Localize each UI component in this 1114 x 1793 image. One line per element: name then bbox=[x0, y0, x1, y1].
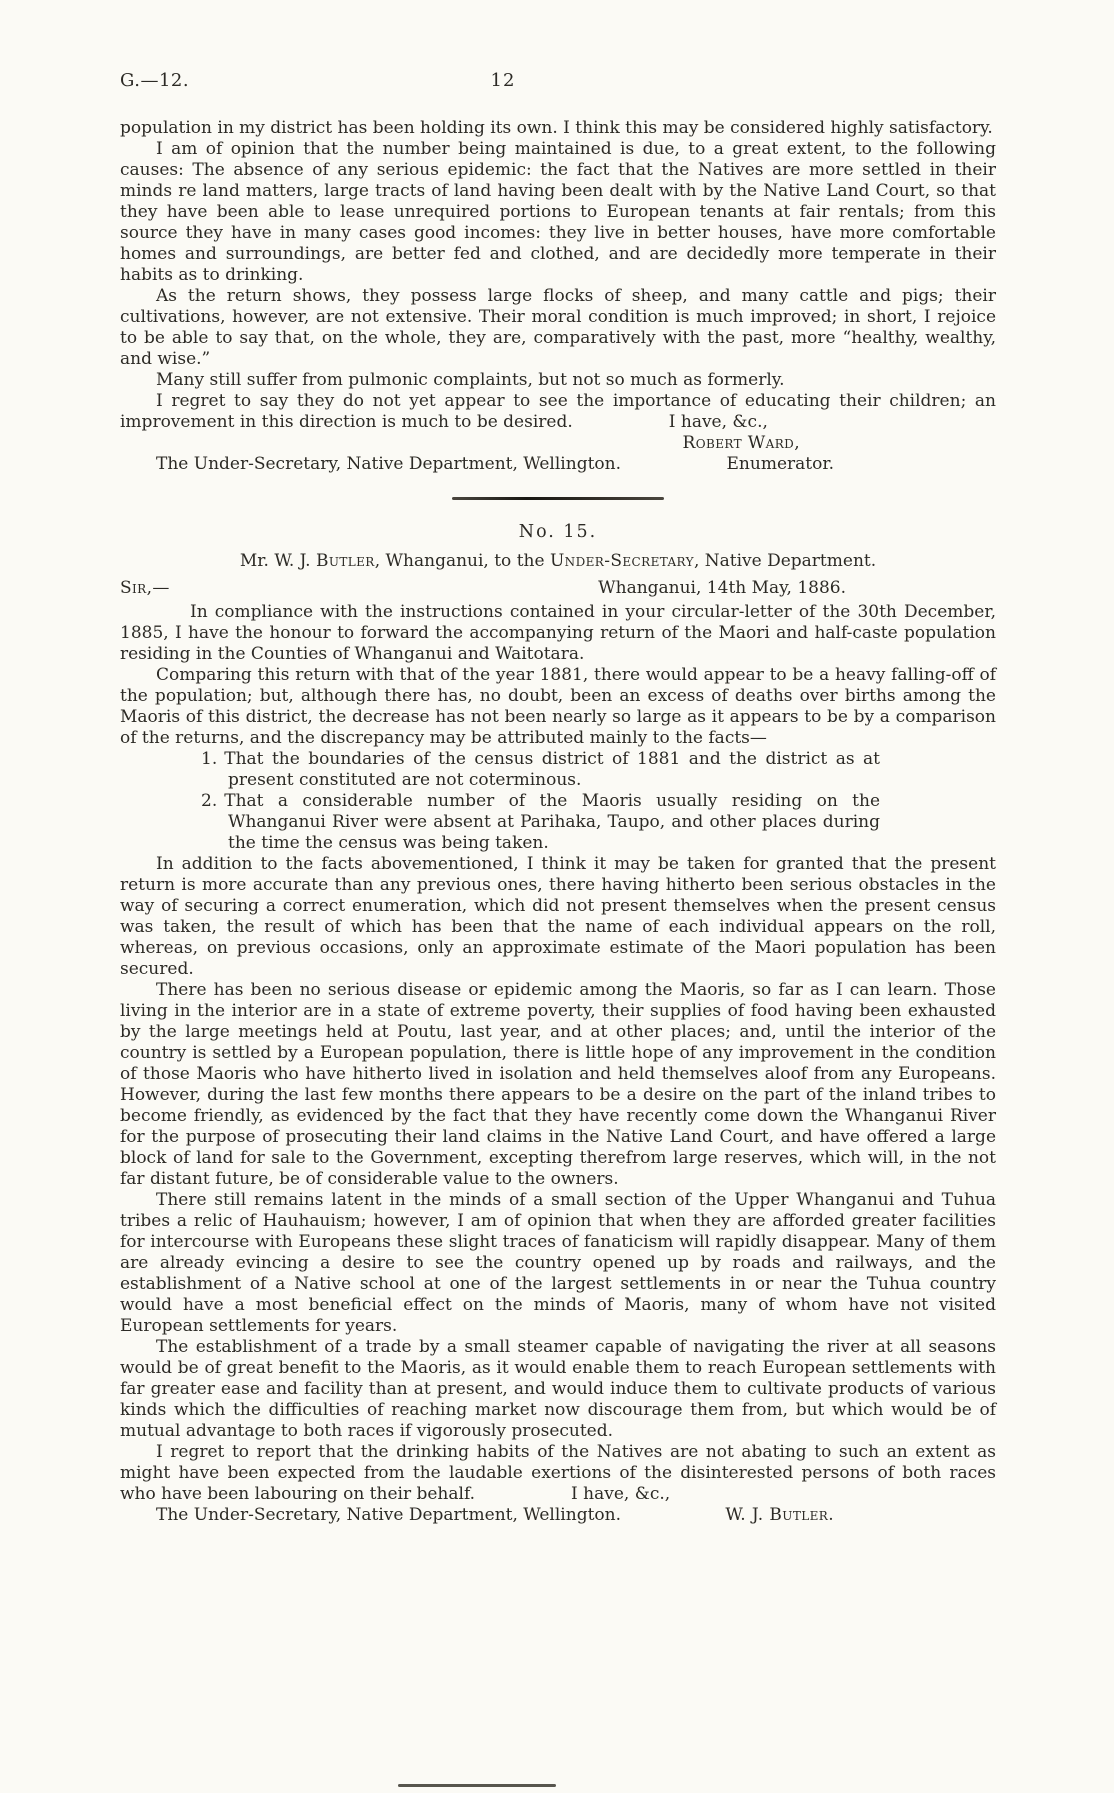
heading-mid: , Whanganui, to the bbox=[374, 551, 550, 571]
salutation: Sir,— bbox=[120, 578, 170, 598]
letter-heading bbox=[120, 550, 996, 573]
paragraph: Comparing this return with that of the year 1881, there would appear to be a heavy falling-off of the population; but, although there has, no doubt, been an excess of deaths over births among the Maoris of this district, the decrease has not been nearly so large as it appears to be by a comparison of the returns, and the discrepancy may be attributed mainly to the facts— bbox=[120, 665, 996, 748]
letter-ward bbox=[120, 118, 996, 475]
scan-artifact-line bbox=[398, 1784, 556, 1787]
page-header bbox=[120, 70, 996, 94]
addressee: The Under-Secretary, Native Department, Wellington. bbox=[156, 1505, 621, 1525]
paragraph: In compliance with the instructions contained in your circular-letter of the 30th December, 1885, I have the honour to forward the accompanying return of the Maori and half-caste population residing in the Counties of Whanganui and Waitotara. bbox=[120, 602, 996, 664]
signature-name: W. J. Butler. bbox=[725, 1505, 834, 1525]
valediction: I have, &c., bbox=[668, 412, 768, 432]
closing-row bbox=[120, 454, 996, 475]
paragraph-text: I regret to say they do not yet appear to see the importance of educating their children; an improvement in this direction is much to be desired. bbox=[120, 391, 996, 432]
paragraph-with-valediction bbox=[120, 391, 996, 433]
list-item-text: That the boundaries of the census district of 1881 and the district as at present constituted are not coterminous. bbox=[224, 749, 880, 790]
list-item bbox=[201, 749, 880, 791]
list-item-text: That a considerable number of the Maoris usually residing on the Whanganui River were absent at Parihaka, Taupo, and other places during the time the census was being taken. bbox=[224, 791, 880, 853]
paragraph: There has been no serious disease or epidemic among the Maoris, so far as I can learn. Those living in the interior are in a state of extreme poverty, their supplies of food having been exhausted by the large meetings held at Poutu, last year, and at other places; and, until the interior of the country is settled by a European population, there is little hope of any improvement in the condition of those Maoris who have hitherto lived in isolation and held themselves aloof from any Europeans. However, during the last few months there appears to be a desire on the part of the inland tribes to become friendly, as evidenced by the fact that they have recently come down the Whanganui River for the purpose of prosecuting their land claims in the Native Land Court, and have offered a large block of land for sale to the Government, excepting therefrom large reserves, which will, in the not far distant future, be of considerable value to the owners. bbox=[120, 980, 996, 1189]
paragraph: The establishment of a trade by a small steamer capable of navigating the river at all seasons would be of great benefit to the Maoris, as it would enable them to reach European settlements with far greater ease and facility than at present, and would induce them to cultivate products of various kinds which the difficulties of reaching market now discourage them from, but which would be of mutual advantage to both races if vigorously prosecuted. bbox=[120, 1337, 996, 1441]
paragraph-with-valediction bbox=[120, 1442, 996, 1505]
paragraph: As the return shows, they possess large flocks of sheep, and many cattle and pigs; their cultivations, however, are not extensive. Their moral condition is much improved; in short, I rejoice to be able to say that, on the whole, they are, comparatively with the past, more “healthy, wealthy, and wise.” bbox=[120, 286, 996, 369]
closing-row bbox=[120, 1505, 996, 1526]
dateline: Whanganui, 14th May, 1886. bbox=[598, 578, 846, 598]
doc-reference: G.—12. bbox=[120, 70, 190, 91]
addressee: The Under-Secretary, Native Department, Wellington. bbox=[156, 454, 621, 474]
paragraph: There still remains latent in the minds of a small section of the Upper Whanganui and Tuhua tribes a relic of Hauhauism; however, I am of opinion that when they are afforded greater facilities for intercourse with Europeans these slight traces of fanaticism will rapidly disappear. Many of them are already evincing a desire to see the country opened up by roads and railways, and the establishment of a Native school at one of the largest settlements in or near the Tuhua country would have a most beneficial effect on the minds of Maoris, many of whom have not visited European settlements for years. bbox=[120, 1190, 996, 1336]
signature-title: Enumerator. bbox=[726, 454, 834, 474]
letter-butler bbox=[120, 520, 996, 1526]
paragraph: In addition to the facts abovementioned, I think it may be taken for granted that the present return is more accurate than any previous ones, there having hitherto been serious obstacles in the way of securing a correct enumeration, which did not present themselves when the present census was taken, the result of which has been that the name of each individual appears on the roll, whereas, on previous occasions, only an approximate estimate of the Maori population has been secured. bbox=[120, 854, 996, 979]
section-divider-rule bbox=[452, 497, 664, 500]
list-item-number: 2. bbox=[201, 791, 218, 811]
paragraph: Many still suffer from pulmonic complaints, but not so much as formerly. bbox=[156, 370, 785, 390]
valediction: I have, &c., bbox=[571, 1484, 671, 1504]
heading-pre: Mr. W. J. bbox=[239, 551, 316, 571]
heading-sender-name: Butler bbox=[315, 551, 375, 571]
list-item bbox=[201, 791, 880, 854]
signature-name-row bbox=[120, 433, 996, 454]
paragraph-continuation: population in my district has been holding its own. I think this may be considered highly satisfactory. bbox=[120, 118, 993, 138]
heading-post: , Native Department. bbox=[693, 551, 877, 571]
letter-number: No. 15. bbox=[518, 522, 598, 542]
salutation-row bbox=[120, 577, 996, 600]
paragraph: I am of opinion that the number being maintained is due, to a great extent, to the following causes: The absence of any serious epidemic: the fact that the Natives are more settled in their minds re land matters, large tracts of land having been dealt with by the Native Land Court, so that they have been able to lease unrequired portions to European tenants at fair rentals; from this source they have in many cases good incomes: they live in better houses, have more comfortable homes and surroundings, are better fed and clothed, and are decidedly more temperate in their habits as to drinking. bbox=[120, 139, 996, 285]
page-number: 12 bbox=[490, 70, 516, 91]
heading-recipient-role: Under-Secretary bbox=[549, 551, 694, 571]
list-item-number: 1. bbox=[201, 749, 218, 769]
paragraph-text: I regret to report that the drinking habits of the Natives are not abating to such an extent as might have been expected from the laudable exertions of the disinterested persons of both races who have been labouring on their behalf. bbox=[120, 1442, 996, 1504]
signature-name: Robert Ward, bbox=[682, 433, 800, 453]
